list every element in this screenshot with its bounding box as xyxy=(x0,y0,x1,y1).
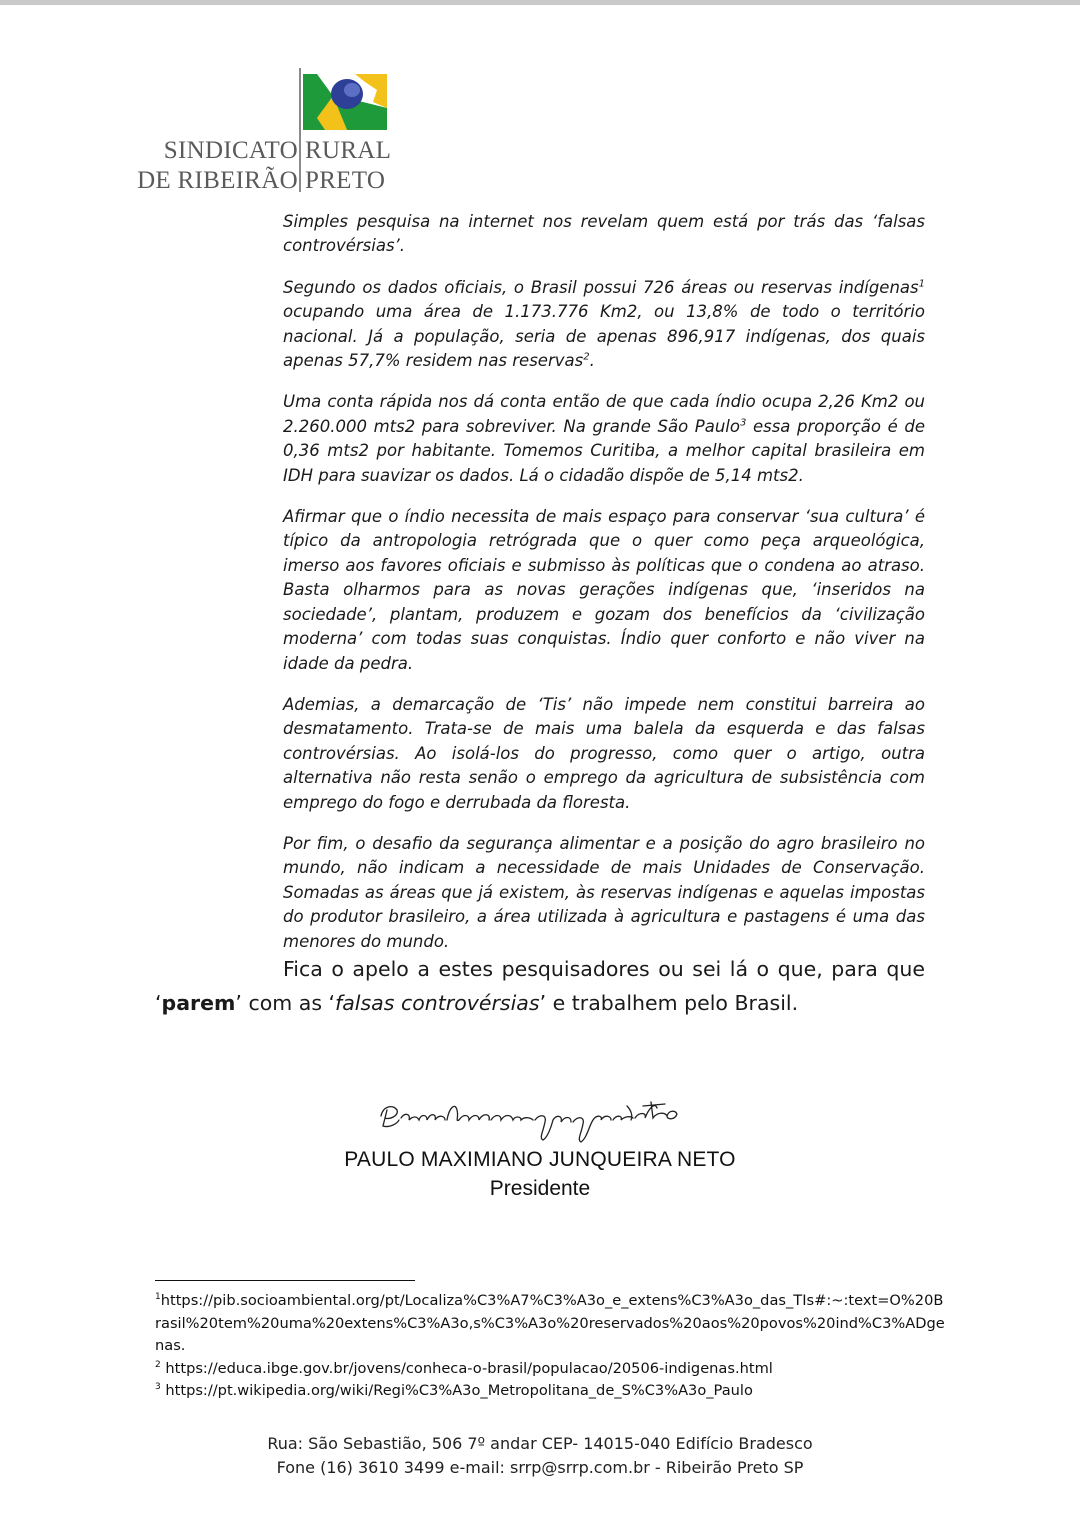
srrp-logo-icon xyxy=(303,72,387,132)
footer-address: Rua: São Sebastião, 506 7º andar CEP- 14015-040 Edifício Bradesco xyxy=(267,1434,813,1453)
signatory-title: Presidente xyxy=(489,1177,591,1200)
footer-contact: Fone (16) 3610 3499 e-mail: srrp@srrp.com.br - Ribeirão Preto SP xyxy=(276,1458,804,1477)
org-line2-left: DE RIBEIRÃO xyxy=(137,167,298,194)
footnote-3: $^3$ https://pt.wikipedia.org/wiki/Regi%C3%A3o_Metropolitana_de_S%C3%A3o_Paulo xyxy=(155,1382,753,1399)
footnote-ref-3: 3 xyxy=(739,417,747,429)
paragraph-3: Uma conta rápida nos dá conta então de que cada índio ocupa 2,26 Km2 ou 2.260.000 mts2 para sobreviver. Na grande São Paulo$^3$ essa proporção é de 0,36 mts2 por habitante. Tomemos Curitiba, a melhor capital brasileira em IDH para suavizar os dados. Lá o cidadão dispõe de 5,14 mts2. xyxy=(283,392,925,485)
footnote-2: $^2$ https://educa.ibge.gov.br/jovens/conheca-o-brasil/populacao/20506-indigenas.html xyxy=(155,1359,773,1377)
closing-appeal: Fica o apelo a estes pesquisadores ou sei lá o que, para que ‘parem’ com as ‘falsas controvérsias’ e trabalhem pelo Brasil. xyxy=(155,957,925,1015)
handwritten-signature xyxy=(375,1088,695,1148)
footnote-ref-1: 1 xyxy=(918,278,925,290)
org-line1-right: RURAL xyxy=(305,137,392,164)
paragraph-6: Por fim, o desafio da segurança alimentar e a posição do agro brasileiro no mundo, não indicam a necessidade de mais Unidades de Conservação. Somadas as áreas que já existem, às reservas indígenas e aquelas impostas do produtor brasileiro, a área utilizada à agricultura e pastagens é uma das menores do mundo. xyxy=(283,833,925,951)
paragraph-2: Segundo os dados oficiais, o Brasil possui 726 áreas ou reservas indígenas$^1$ ocupando uma área de 1.173.776 Km2, ou 13,8% de todo o território nacional. Já a população, seria de apenas 896,917 indígenas, dos quais apenas 57,7% residem nas reservas$^2$. xyxy=(283,277,925,371)
paragraph-4: Afirmar que o índio necessita de mais espaço para conservar ‘sua cultura’ é típico da antropologia retrógrada que o quer como peça arqueológica, imerso aos favores oficiais e submisso às políticas que o condena ao atraso. Basta olharmos para as novas gerações indígenas que, ‘inseridos na sociedade’, plantam, produzem e gozam dos benefícios da ‘civilização moderna’ com todas suas conquistas. Índio quer conforto e não viver na idade da pedra. xyxy=(283,507,925,673)
appeal-bold-word: parem xyxy=(161,991,236,1015)
org-name-right xyxy=(305,136,391,196)
logo-divider xyxy=(299,68,301,192)
letter-body xyxy=(283,210,925,971)
signatory-name: PAULO MAXIMIANO JUNQUEIRA NETO xyxy=(344,1148,736,1171)
page-footer xyxy=(0,1432,1080,1480)
paragraph-5: Ademias, a demarcação de ‘Tis’ não impede nem constitui barreira ao desmatamento. Trata-se de mais uma balela da esquerda e das falsas controvérsias. Ao isolá-los do progresso, como quer o artigo, outra alternativa não resta senão o emprego da agricultura de subsistência com emprego do fogo e derrubada da floresta. xyxy=(283,694,925,812)
footnote-divider xyxy=(155,1280,415,1281)
footnote-ref-2: 2 xyxy=(583,351,590,363)
footnote-1: $^1$https://pib.socioambiental.org/pt/Localiza%C3%A7%C3%A3o_e_extens%C3%A3o_das_TIs#:~:text=O%20Brasil%20tem%20uma%20extens%C3%A3o,s%C3%A3o%20reservados%20aos%20povos%20ind%C3%ADgenas. xyxy=(155,1292,945,1354)
org-name-left xyxy=(137,136,298,196)
appeal-italic-phrase: falsas controvérsias xyxy=(335,991,540,1015)
org-line2-right: PRETO xyxy=(305,167,386,194)
top-border xyxy=(0,0,1080,5)
paragraph-1: Simples pesquisa na internet nos revelam quem está por trás das ‘falsas controvérsias’. xyxy=(283,212,925,256)
footnotes xyxy=(155,1290,945,1403)
org-line1-left: SINDICATO xyxy=(163,137,298,164)
